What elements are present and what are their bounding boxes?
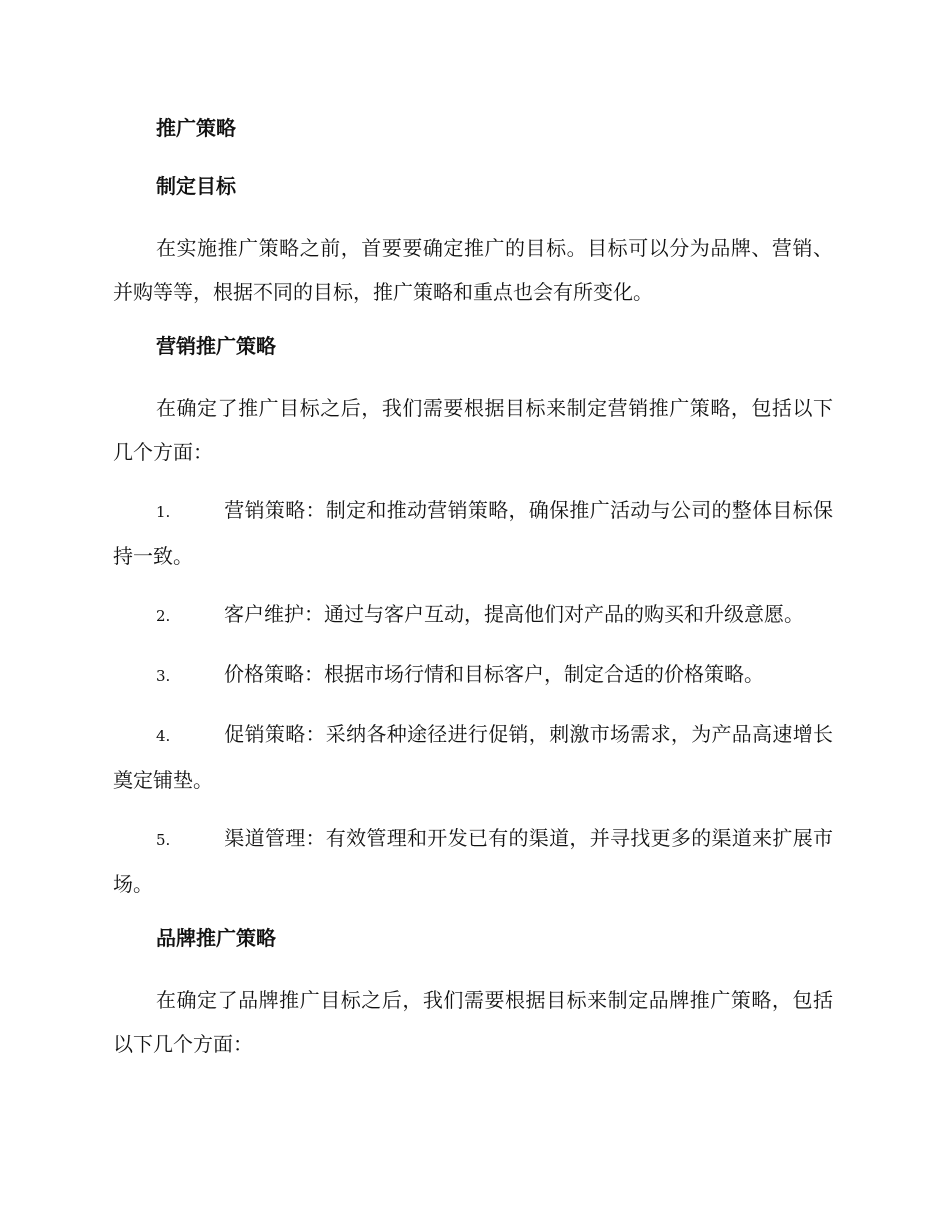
section-heading-goals: 制定目标 — [156, 174, 236, 198]
section-heading-marketing: 营销推广策略 — [156, 334, 276, 358]
list-text: 营销策略：制定和推动营销策略，确保推广活动与公司的整体目标保持一致。 — [113, 498, 833, 568]
list-number: 5. — [156, 831, 171, 849]
list-text: 渠道管理：有效管理和开发已有的渠道，并寻找更多的渠道来扩展市场。 — [113, 826, 833, 896]
section-heading-brand: 品牌推广策略 — [156, 926, 276, 950]
list-text: 价格策略：根据市场行情和目标客户，制定合适的价格策略。 — [224, 662, 764, 686]
list-item — [113, 652, 833, 698]
list-number: 4. — [156, 727, 171, 745]
list-number: 2. — [156, 607, 171, 625]
list-item — [113, 592, 833, 638]
list-text: 客户维护：通过与客户互动，提高他们对产品的购买和升级意愿。 — [224, 602, 804, 626]
list-number: 3. — [156, 667, 171, 685]
list-item — [113, 712, 833, 802]
paragraph: 在确定了品牌推广目标之后，我们需要根据目标来制定品牌推广策略，包括以下几个方面： — [113, 988, 833, 1056]
document-body — [113, 110, 833, 1080]
paragraph: 在确定了推广目标之后，我们需要根据目标来制定营销推广策略，包括以下几个方面： — [113, 396, 833, 464]
document-title: 推广策略 — [156, 116, 236, 140]
list-text: 促销策略：采纳各种途径进行促销，刺激市场需求，为产品高速增长奠定铺垫。 — [113, 722, 833, 792]
list-number: 1. — [156, 503, 171, 521]
paragraph: 在实施推广策略之前，首要要确定推广的目标。目标可以分为品牌、营销、并购等等，根据不同的目标，推广策略和重点也会有所变化。 — [113, 236, 833, 304]
list-item — [113, 488, 833, 578]
list-item — [113, 816, 833, 906]
